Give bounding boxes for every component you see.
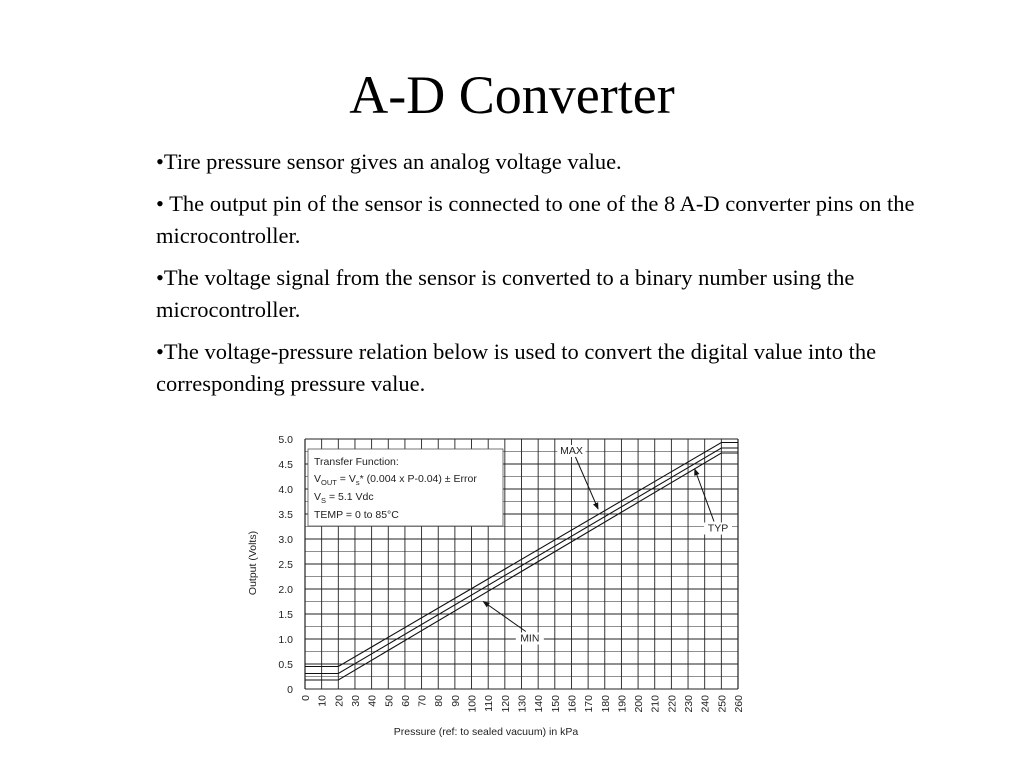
x-tick-label: 30 (349, 695, 362, 707)
transfer-function-heading: Transfer Function: (314, 456, 399, 468)
y-tick-label: 2.0 (278, 584, 293, 596)
y-tick-label: 3.0 (278, 534, 293, 546)
x-tick-label: 120 (499, 695, 512, 713)
x-tick-labels (300, 695, 745, 713)
bullet-item: •The voltage signal from the sensor is converted to a binary number using the microcontroller. (156, 265, 855, 322)
x-tick-label: 10 (316, 695, 329, 707)
x-tick-label: 240 (699, 695, 712, 713)
bullet-item: •Tire pressure sensor gives an analog voltage value. (156, 149, 622, 174)
x-tick-label: 190 (616, 695, 629, 713)
x-tick-label: 110 (483, 695, 496, 712)
y-tick-label: 4.5 (278, 459, 293, 471)
x-tick-label: 40 (366, 695, 379, 707)
y-tick-label: 5.0 (278, 434, 293, 446)
y-tick-label: 2.5 (278, 559, 293, 571)
x-tick-label: 60 (399, 695, 412, 707)
transfer-function-equation: $V_{OUT} = V_s*$ (0.004 x P-0.04) ± Error (314, 473, 477, 487)
supply-voltage-text: $V_S = 5.1$ Vdc (314, 491, 374, 505)
bullet-list (156, 146, 946, 410)
x-tick-label: 210 (649, 695, 662, 713)
x-tick-label: 230 (683, 695, 696, 713)
x-tick-label: 160 (566, 695, 579, 713)
x-tick-label: 150 (549, 695, 562, 713)
x-tick-label: 180 (599, 695, 612, 713)
transfer-function-chart (236, 428, 756, 748)
annotation-label-min: MIN (520, 632, 540, 645)
x-tick-label: 70 (416, 695, 429, 707)
x-tick-label: 200 (633, 695, 646, 713)
x-tick-label: 220 (666, 695, 679, 713)
y-tick-label: 1.0 (278, 634, 293, 646)
y-tick-label: 0.5 (278, 659, 293, 671)
x-tick-label: 260 (733, 695, 745, 713)
slide-title: A-D Converter (349, 65, 675, 125)
y-tick-label: 0 (287, 684, 293, 696)
temperature-range-text: TEMP = 0 to 85°C (314, 509, 399, 521)
y-axis-label: Output (Volts) (247, 530, 259, 596)
x-tick-label: 20 (333, 695, 346, 707)
y-tick-label: 1.5 (278, 609, 293, 621)
bullet-item: • The output pin of the sensor is connected to one of the 8 A-D converter pins on the microcontroller. (156, 191, 915, 248)
chart-annotations (483, 445, 732, 645)
x-tick-label: 170 (583, 695, 596, 713)
x-tick-label: 100 (466, 695, 479, 713)
x-tick-label: 80 (433, 695, 446, 707)
x-tick-label: 90 (449, 695, 462, 707)
y-tick-label: 3.5 (278, 509, 293, 521)
annotation-label-max: MAX (560, 445, 583, 457)
x-tick-label: 0 (300, 695, 312, 701)
y-tick-label: 4.0 (278, 484, 293, 496)
x-tick-label: 130 (516, 695, 529, 713)
x-tick-label: 250 (716, 695, 729, 713)
x-tick-label: 50 (383, 695, 396, 707)
y-tick-labels (278, 434, 293, 696)
x-axis-label: Pressure (ref: to sealed vacuum) in kPa (393, 726, 579, 738)
bullet-item: •The voltage-pressure relation below is used to convert the digital value into the corresponding pressure value. (156, 339, 877, 396)
x-tick-label: 140 (533, 695, 546, 713)
annotation-label-typ: TYP (707, 522, 729, 535)
